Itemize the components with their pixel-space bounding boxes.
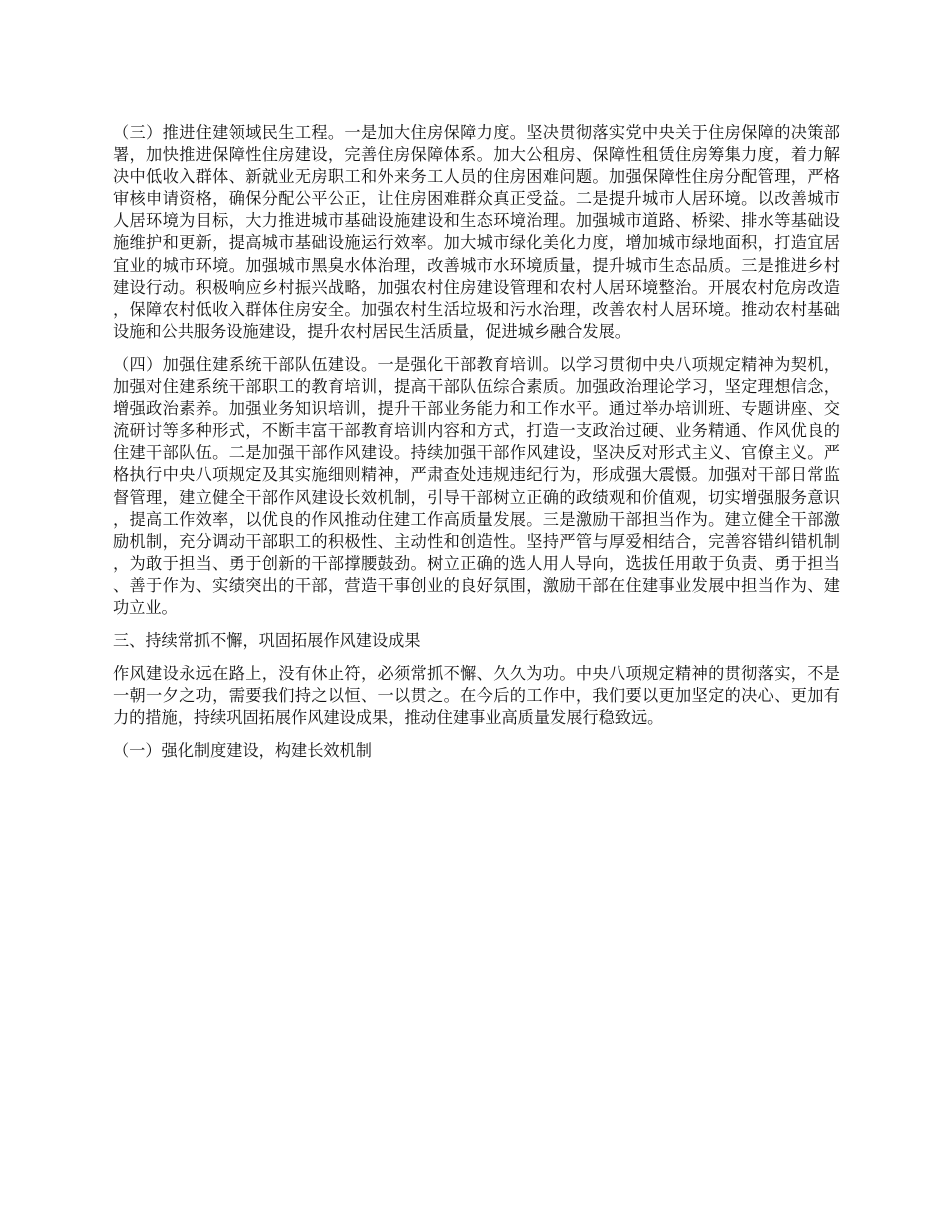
document-body <box>113 122 840 774</box>
section-heading-three: 三、持续常抓不懈，巩固拓展作风建设成果 <box>113 631 421 651</box>
paragraph-section-three-intro: 作风建设永远在路上，没有休止符，必须常抓不懈、久久为功。中央八项规定精神的贯彻落实，不是一朝一夕之功，需要我们持之以恒、一以贯之。在今后的工作中，我们要以更加坚定的决心、更加有力的措施，持续巩固拓展作风建设成果，推动住建事业高质量发展行稳致远。 <box>113 664 840 728</box>
paragraph-livelihood-projects: （三）推进住建领域民生工程。一是加大住房保障力度。坚决贯彻落实党中央关于住房保障的决策部署，加快推进保障性住房建设，完善住房保障体系。加大公租房、保障性租赁住房筹集力度，着力解决中低收入群体、新就业无房职工和外来务工人员的住房困难问题。加强保障性住房分配管理，严格审核申请资格，确保分配公平公正，让住房困难群众真正受益。二是提升城市人居环境。以改善城市人居环境为目标，大力推进城市基础设施建设和生态环境治理。加强城市道路、桥梁、排水等基础设施维护和更新，提高城市基础设施运行效率。加大城市绿化美化力度，增加城市绿地面积，打造宜居宜业的城市环境。加强城市黑臭水体治理，改善城市水环境质量，提升城市生态品质。三是推进乡村建设行动。积极响应乡村振兴战略，加强农村住房建设管理和农村人居环境整治。开展农村危房改造，保障农村低收入群体住房安全。加强农村生活垃圾和污水治理，改善农村人居环境。推动农村基础设施和公共服务设施建设，提升农村居民生活质量，促进城乡融合发展。 <box>113 123 840 341</box>
subsection-heading-one: （一）强化制度建设，构建长效机制 <box>113 741 372 761</box>
paragraph-cadre-team-building: （四）加强住建系统干部队伍建设。一是强化干部教育培训。以学习贯彻中央八项规定精神为契机，加强对住建系统干部职工的教育培训，提高干部队伍综合素质。加强政治理论学习，坚定理想信念，增强政治素养。加强业务知识培训，提升干部业务能力和工作水平。通过举办培训班、专题讲座、交流研讨等多种形式，不断丰富干部教育培训内容和方式，打造一支政治过硬、业务精通、作风优良的住建干部队伍。二是加强干部作风建设。持续加强干部作风建设，坚决反对形式主义、官僚主义。严格执行中央八项规定及其实施细则精神，严肃查处违规违纪行为，形成强大震慑。加强对干部日常监督管理，建立健全干部作风建设长效机制，引导干部树立正确的政绩观和价值观，切实增强服务意识，提高工作效率，以优良的作风推动住建工作高质量发展。三是激励干部担当作为。建立健全干部激励机制，充分调动干部职工的积极性、主动性和创造性。坚持严管与厚爱相结合，完善容错纠错机制，为敢于担当、勇于创新的干部撑腰鼓劲。树立正确的选人用人导向，选拔任用敢于负责、勇于担当、善于作为、实绩突出的干部，营造干事创业的良好氛围，激励干部在住建事业发展中担当作为、建功立业。 <box>113 354 840 617</box>
